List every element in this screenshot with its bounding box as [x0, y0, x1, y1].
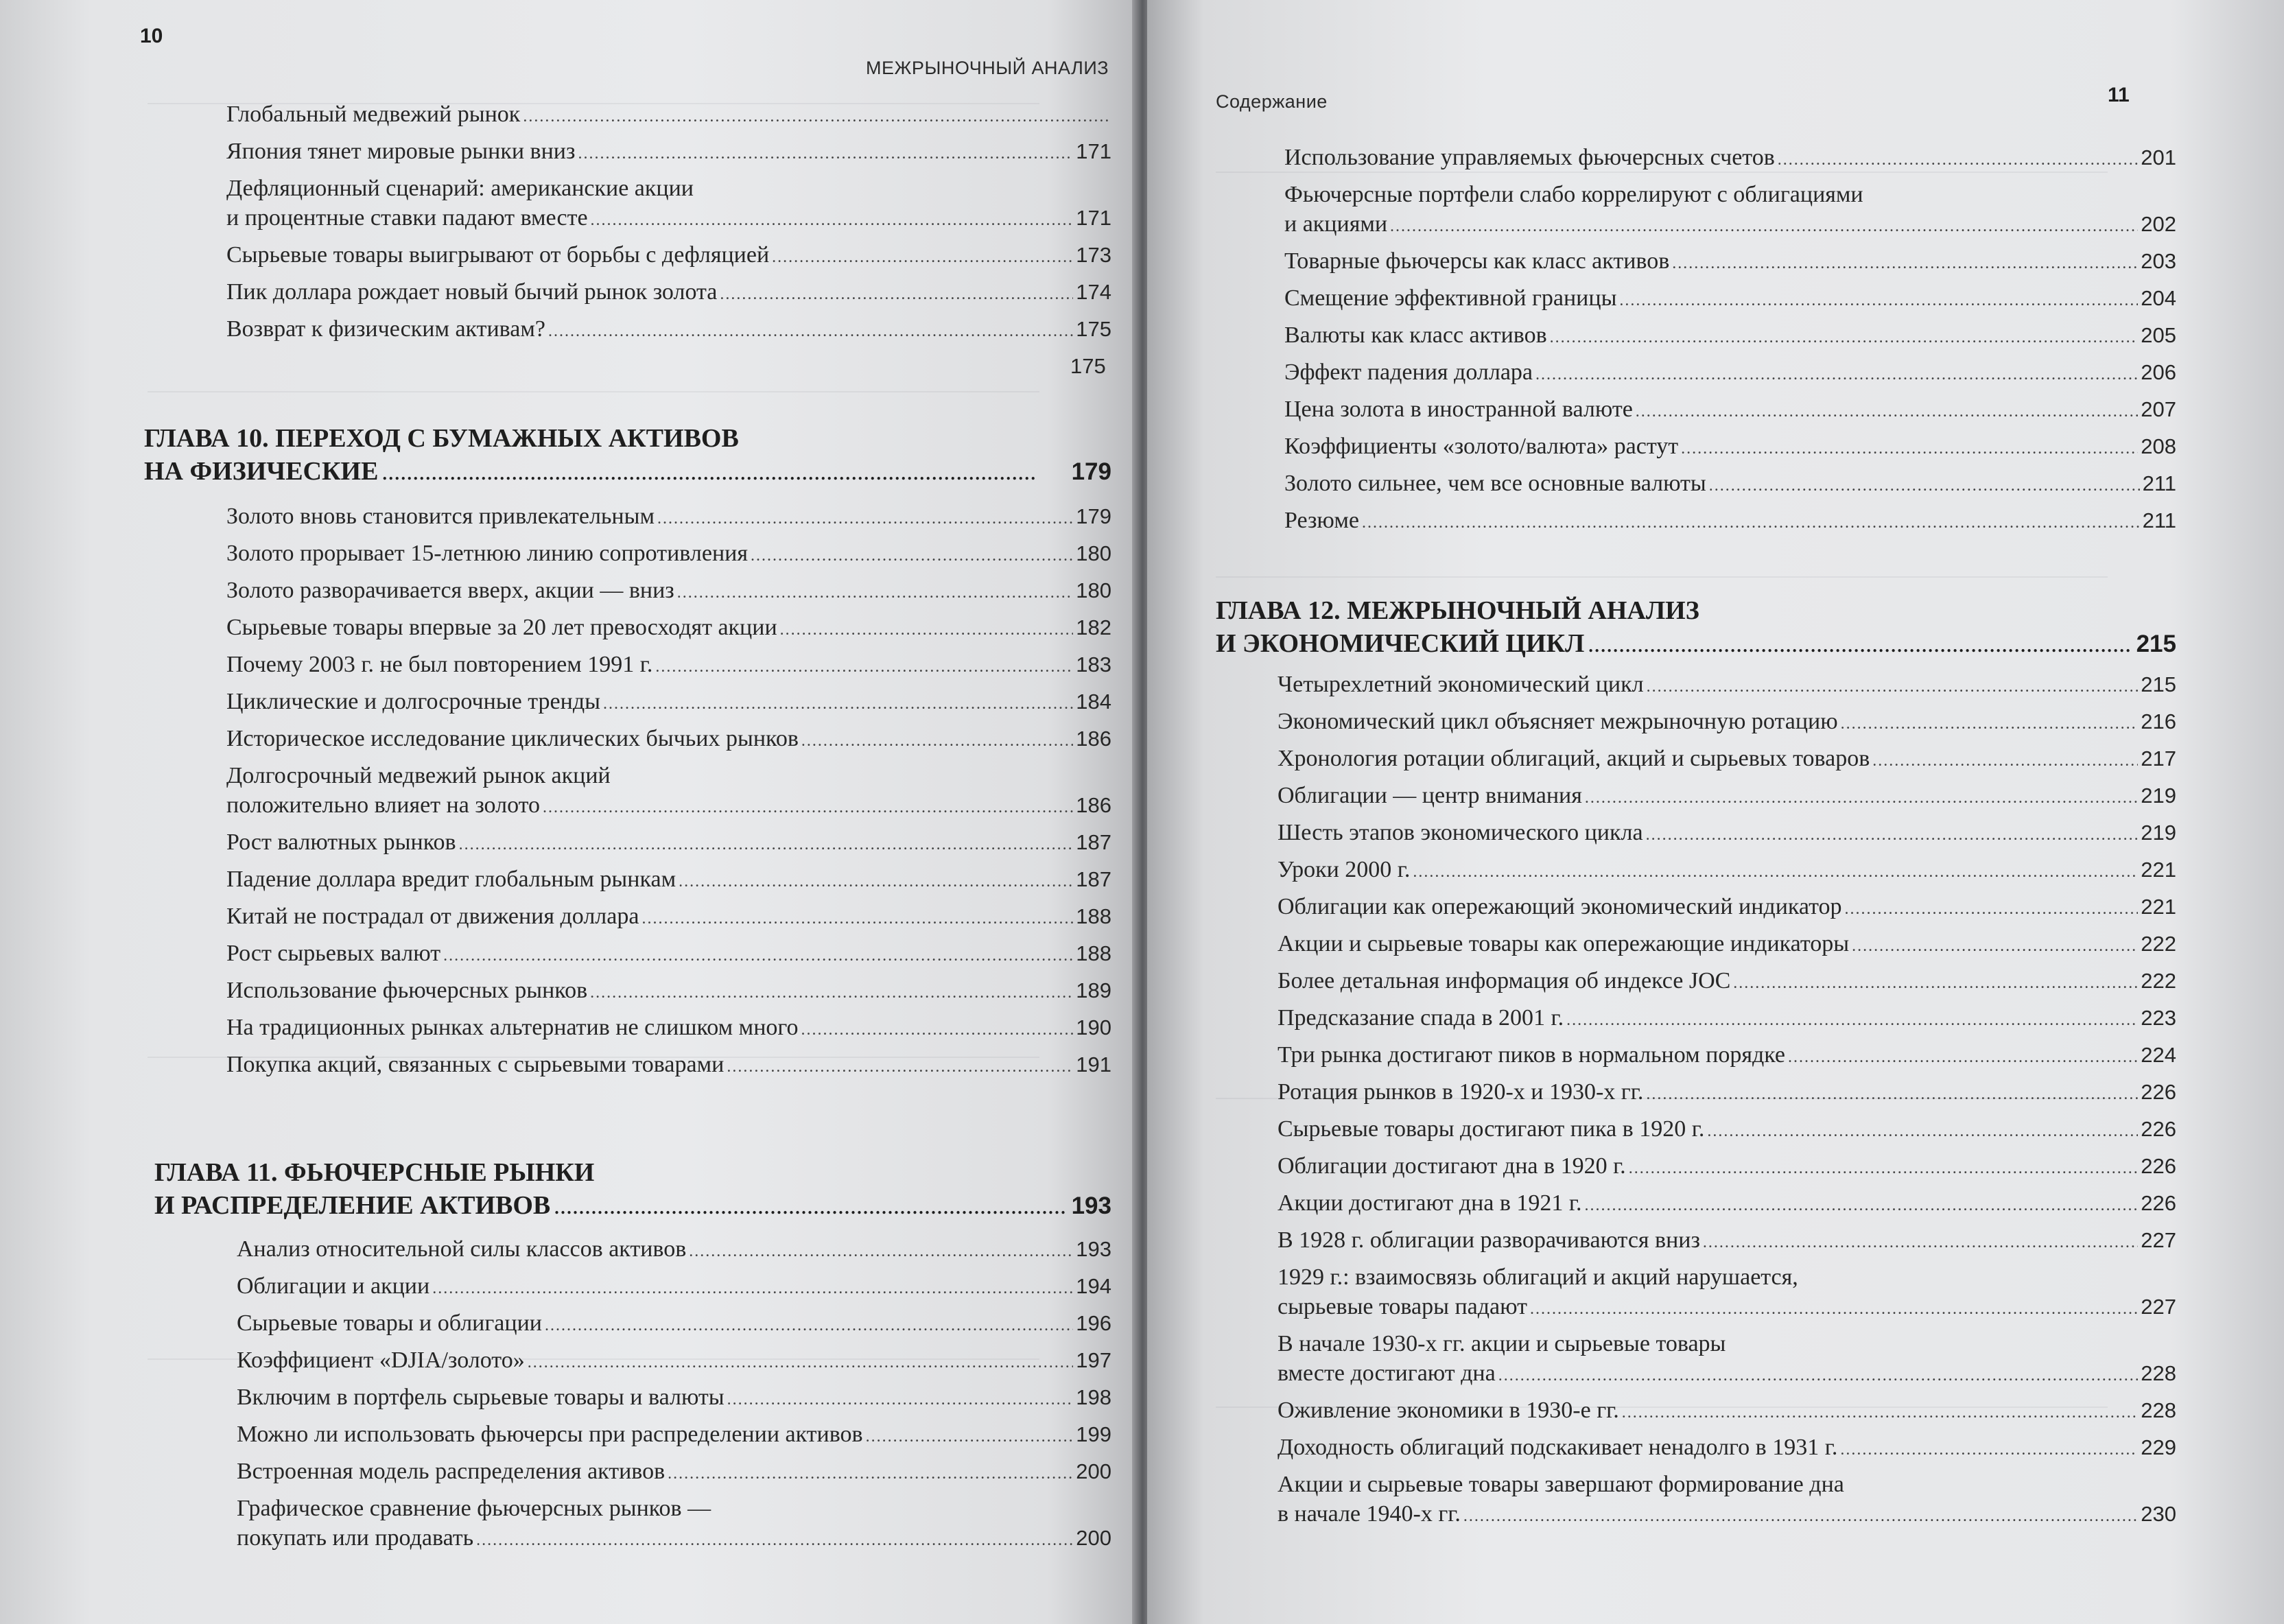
entry-title-line: Коэффициенты «золото/валюта» растут [1284, 434, 1679, 459]
dot-leader [1629, 1151, 2139, 1184]
toc-entry [226, 99, 1111, 132]
toc-entry [1284, 469, 2176, 501]
entry-title-line: сырьевые товары падают [1278, 1294, 1527, 1319]
entry-title-line: Рост валютных рынков [226, 829, 456, 855]
page-ref: 187 [1076, 867, 1111, 891]
entry-title-line: Шесть этапов экономического цикла [1278, 820, 1643, 845]
toc-entry [1278, 1262, 2176, 1324]
dot-leader [578, 137, 1073, 169]
page-ref: 207 [2141, 397, 2176, 421]
entry-title-line: Акции и сырьевые товары завершают формирование дна [1278, 1472, 1844, 1497]
page-ref: 196 [1076, 1311, 1111, 1335]
entry-title-line: 1929 г.: взаимосвязь облигаций и акций нарушается, [1278, 1264, 1798, 1290]
entry-title-line: Анализ относительной силы классов активов [237, 1236, 687, 1262]
dot-leader [1646, 1077, 2138, 1109]
page-ref: 193 [1071, 1192, 1111, 1219]
toc-entry [226, 827, 1111, 860]
dot-leader [1530, 1292, 2138, 1324]
page-ref: 188 [1076, 941, 1111, 965]
chapter-heading [154, 1156, 1111, 1225]
toc-entry [1284, 432, 2176, 464]
toc-entry [226, 939, 1111, 971]
dot-leader [459, 827, 1074, 860]
dot-leader [1619, 283, 2138, 316]
entry-title-line: Более детальная информация об индексе JOC [1278, 968, 1731, 993]
entry-title-line: И ЭКОНОМИЧЕСКИЙ ЦИКЛ [1216, 629, 1585, 658]
toc-entry [226, 314, 1111, 346]
dot-leader [590, 976, 1073, 1008]
page-ref: 175 [1076, 317, 1111, 341]
entry-title-line: Дефляционный сценарий: американские акции [226, 176, 694, 201]
entry-title-line: Циклические и долгосрочные тренды [226, 689, 600, 714]
toc-entry [226, 137, 1111, 169]
dot-leader [689, 1234, 1073, 1267]
dot-leader [1681, 432, 2138, 464]
toc-entry [1278, 966, 2176, 998]
entry-title-line: Встроенная модель распределения активов [237, 1459, 666, 1484]
page-ref: 184 [1076, 690, 1111, 714]
entry-title-line: В 1928 г. облигации разворачиваются вниз [1278, 1227, 1700, 1253]
entry-title-line: Покупка акций, связанных с сырьевыми товарами [226, 1052, 725, 1077]
page-ref: 226 [2141, 1117, 2176, 1141]
dot-leader [1390, 209, 2138, 242]
page-ref: 194 [1076, 1274, 1111, 1298]
page-ref: 221 [2141, 895, 2176, 919]
page-ref: 230 [2141, 1502, 2176, 1526]
toc-entry [237, 1345, 1111, 1378]
toc-entry [237, 1271, 1111, 1304]
running-head: МЕЖРЫНОЧНЫЙ АНАЛИЗ [866, 58, 1109, 78]
dot-leader [1646, 818, 2139, 850]
dot-leader [1413, 855, 2138, 887]
dot-leader [1636, 395, 2138, 427]
toc-entry [1278, 1114, 2176, 1146]
dot-leader [727, 1382, 1074, 1415]
page-ref: 186 [1076, 727, 1111, 751]
page-ref: 186 [1076, 793, 1111, 817]
page-ref: 171 [1076, 139, 1111, 163]
page-ref: 208 [2141, 434, 2176, 458]
toc-entry [1284, 246, 2176, 279]
page-ref: 171 [1076, 206, 1111, 230]
page-ref: 180 [1076, 578, 1111, 602]
dot-leader [1647, 670, 2139, 702]
entry-title-line: Золото разворачивается вверх, акции — вниз [226, 578, 674, 603]
entry-title-line: Резюме [1284, 508, 1359, 533]
toc-entry [237, 1494, 1111, 1555]
page-ref: 198 [1076, 1385, 1111, 1409]
dot-leader [727, 1050, 1073, 1082]
page-ref: 193 [1076, 1237, 1111, 1261]
entry-title-line: Эффект падения доллара [1284, 360, 1533, 385]
entry-title-line: Включим в портфель сырьевые товары и валюты [237, 1385, 725, 1410]
toc-entry [237, 1234, 1111, 1267]
toc-entry [226, 976, 1111, 1008]
toc-entry [1284, 283, 2176, 316]
entry-title-line: Цена золота в иностранной валюте [1284, 397, 1633, 422]
dot-leader [1672, 246, 2138, 279]
toc-entry [226, 902, 1111, 934]
left-page [0, 0, 1139, 1624]
dot-leader [591, 203, 1074, 235]
dot-leader [443, 939, 1073, 971]
dot-leader [668, 1457, 1073, 1489]
entry-title-line: Ротация рынков в 1920-х и 1930-х гг. [1278, 1079, 1644, 1105]
toc-entry [1284, 357, 2176, 390]
toc-entry [1278, 1225, 2176, 1258]
entry-title-line: Почему 2003 г. не был повторением 1991 г. [226, 652, 653, 677]
page-ref: 174 [1076, 280, 1111, 304]
dot-leader [603, 687, 1073, 719]
page-ref: 175 [1070, 354, 1106, 378]
chapter-heading [1216, 594, 2176, 663]
entry-title-line: Предсказание спада в 2001 г. [1278, 1005, 1564, 1031]
toc-entry [226, 277, 1111, 309]
dot-leader [548, 314, 1073, 346]
dot-leader [720, 277, 1073, 309]
dot-leader [1585, 1188, 2139, 1221]
page-ref: 221 [2141, 858, 2176, 882]
entry-title-line: положительно влияет на золото [226, 792, 541, 818]
toc-entry [1284, 395, 2176, 427]
toc-entry [1278, 781, 2176, 813]
toc-entry [1284, 143, 2176, 175]
entry-title-line: Пик доллара рождает новый бычий рынок золота [226, 279, 718, 305]
dot-leader [476, 1523, 1073, 1555]
toc-entry [226, 864, 1111, 897]
dot-leader [1852, 929, 2138, 961]
page-ref: 229 [2141, 1435, 2176, 1459]
entry-title-line: Глобальный медвежий рынок [226, 102, 521, 127]
entry-title-line: Хронология ротации облигаций, акций и сырьевых товаров [1278, 746, 1870, 771]
dot-leader [543, 790, 1073, 823]
dot-leader [1622, 1396, 2139, 1428]
dot-leader [801, 724, 1073, 756]
page-ref: 190 [1076, 1015, 1111, 1039]
page-ref: 206 [2141, 360, 2176, 384]
page-ref: 227 [2141, 1228, 2176, 1252]
entry-title-line: Оживление экономики в 1930-е гг. [1278, 1398, 1619, 1423]
dot-leader [1550, 320, 2139, 353]
entry-title-line: Смещение эффективной границы [1284, 285, 1617, 311]
page-ref: 205 [2141, 323, 2176, 347]
entry-title-line: НА ФИЗИЧЕСКИЕ [144, 457, 379, 486]
toc-entry [1284, 320, 2176, 353]
dot-leader [1703, 1225, 2138, 1258]
entry-title-line: Коэффициент «DJIA/золото» [237, 1348, 525, 1373]
dot-leader [655, 650, 1073, 682]
page-ref: 226 [2141, 1191, 2176, 1215]
entry-title-line: Облигации достигают дна в 1920 г. [1278, 1153, 1626, 1179]
dot-leader [1841, 707, 2139, 739]
running-head: Содержание [1216, 91, 1328, 112]
entry-title-line: На традиционных рынках альтернатив не слишком много [226, 1015, 799, 1040]
page-ref: 215 [2136, 631, 2176, 657]
toc-entry [226, 1013, 1111, 1045]
entry-title-line: и процентные ставки падают вместе [226, 205, 588, 231]
entry-title-line: Япония тянет мировые рынки вниз [226, 139, 576, 164]
page-ref: 201 [2141, 145, 2176, 169]
page-number: 11 [2108, 84, 2130, 106]
page-ref: 211 [2142, 471, 2176, 495]
page-ref: 191 [1076, 1052, 1111, 1076]
toc-entry [1284, 506, 2176, 538]
entry-title-line: ГЛАВА 11. ФЬЮЧЕРСНЫЕ РЫНКИ [154, 1158, 595, 1187]
dot-leader [772, 240, 1073, 272]
dot-leader [1588, 627, 2132, 663]
entry-title-line: Валюты как класс активов [1284, 322, 1547, 348]
toc-entry [1278, 1040, 2176, 1072]
toc-entry [1278, 1433, 2176, 1465]
entry-title-line: ГЛАВА 12. МЕЖРЫНОЧНЫЙ АНАЛИЗ [1216, 596, 1699, 625]
entry-title-line: в начале 1940-х гг. [1278, 1501, 1461, 1527]
toc-entry [226, 761, 1111, 823]
dot-leader [432, 1271, 1073, 1304]
toc-entry [226, 240, 1111, 272]
dot-leader [1585, 781, 2138, 813]
toc-entry [226, 174, 1111, 235]
page-ref: 228 [2141, 1398, 2176, 1422]
toc-entry [1278, 670, 2176, 702]
toc-entry [1278, 707, 2176, 739]
dot-leader [1840, 1433, 2138, 1465]
dot-leader [523, 99, 1109, 132]
entry-title-line: Рост сырьевых валют [226, 941, 441, 966]
toc-entry [237, 1420, 1111, 1452]
page-ref: 200 [1076, 1459, 1111, 1483]
toc-entry [226, 613, 1111, 645]
page-ref: 226 [2141, 1080, 2176, 1104]
dot-leader [1845, 892, 2139, 924]
toc-entry [226, 502, 1111, 534]
entry-title-line: Сырьевые товары и облигации [237, 1310, 542, 1336]
page-ref: 180 [1076, 541, 1111, 565]
entry-title-line: Товарные фьючерсы как класс активов [1284, 248, 1670, 274]
page-ref: 217 [2141, 746, 2176, 770]
entry-title-line: Три рынка достигают пиков в нормальном порядке [1278, 1042, 1786, 1068]
entry-title-line: Сырьевые товары впервые за 20 лет превосходят акции [226, 615, 777, 640]
toc-entry [1278, 892, 2176, 924]
toc-entry [237, 1457, 1111, 1489]
dot-leader [751, 539, 1073, 571]
page-ref: 219 [2141, 784, 2176, 808]
dot-leader [1733, 966, 2138, 998]
page-number: 10 [140, 25, 163, 47]
toc-entry [1278, 1188, 2176, 1221]
page-ref: 200 [1076, 1526, 1111, 1550]
toc-entry [226, 539, 1111, 571]
dot-leader [677, 576, 1074, 608]
page-ref: 199 [1076, 1422, 1111, 1446]
toc-entry [226, 650, 1111, 682]
dot-leader [1566, 1003, 2138, 1035]
dot-leader [657, 502, 1073, 534]
toc-entry [1278, 1151, 2176, 1184]
entry-title-line: ГЛАВА 10. ПЕРЕХОД С БУМАЖНЫХ АКТИВОВ [144, 424, 739, 453]
entry-title-line: В начале 1930-х гг. акции и сырьевые товары [1278, 1331, 1726, 1356]
page-ref: 197 [1076, 1348, 1111, 1372]
right-page [1147, 0, 2284, 1624]
dot-leader [1707, 1114, 2138, 1146]
page-ref: 223 [2141, 1006, 2176, 1030]
dot-leader [866, 1420, 1074, 1452]
entry-title-line: вместе достигают дна [1278, 1361, 1496, 1386]
entry-title-line: Падение доллара вредит глобальным рынкам [226, 867, 676, 892]
page-ref: 203 [2141, 249, 2176, 273]
page-ref: 222 [2141, 969, 2176, 993]
entry-title-line: Уроки 2000 г. [1278, 857, 1411, 882]
page-ref: 215 [2141, 672, 2176, 696]
entry-title-line: Золото сильнее, чем все основные валюты [1284, 471, 1706, 496]
entry-title-line: Сырьевые товары выигрывают от борьбы с дефляцией [226, 242, 770, 268]
toc-entry [1278, 744, 2176, 776]
entry-title-line: покупать или продавать [237, 1525, 474, 1551]
dot-leader [554, 1189, 1067, 1225]
entry-title-line: Использование фьючерсных рынков [226, 978, 588, 1003]
page-ref: 188 [1076, 904, 1111, 928]
dot-leader [801, 1013, 1073, 1045]
dot-leader [1362, 506, 2140, 538]
entry-title-line: Четырехлетний экономический цикл [1278, 672, 1644, 697]
entry-title-line: Долгосрочный медвежий рынок акций [226, 763, 611, 788]
toc-entry [1278, 818, 2176, 850]
dot-leader [1535, 357, 2138, 390]
page-ref: 224 [2141, 1043, 2176, 1067]
toc-entry [237, 1308, 1111, 1341]
page-ref: 204 [2141, 286, 2176, 310]
dot-leader [545, 1308, 1073, 1341]
page-ref: 189 [1076, 978, 1111, 1002]
dot-leader [1788, 1040, 2138, 1072]
dot-leader [1872, 744, 2138, 776]
toc-entry [1278, 1003, 2176, 1035]
entry-title-line: Использование управляемых фьючерсных счетов [1284, 145, 1775, 170]
entry-title-line: Фьючерсные портфели слабо коррелируют с облигациями [1284, 182, 1863, 207]
entry-title-line: Возврат к физическим активам? [226, 316, 545, 342]
entry-title-line: Сырьевые товары достигают пика в 1920 г. [1278, 1116, 1705, 1142]
dot-leader [1709, 469, 2140, 501]
dot-leader [641, 902, 1073, 934]
entry-title-line: Облигации — центр внимания [1278, 783, 1582, 808]
entry-title-line: Графическое сравнение фьючерсных рынков — [237, 1496, 711, 1521]
toc-entry [1278, 1396, 2176, 1428]
entry-title-line: Доходность облигаций подскакивает ненадолго в 1931 г. [1278, 1435, 1838, 1460]
page-ref: 226 [2141, 1154, 2176, 1178]
dot-leader [780, 613, 1074, 645]
dot-leader [1778, 143, 2139, 175]
toc-entry [1278, 1329, 2176, 1391]
entry-title-line: Экономический цикл объясняет межрыночную ротацию [1278, 709, 1838, 734]
page-ref: 179 [1076, 504, 1111, 528]
toc-entry [1278, 929, 2176, 961]
page-ref: 179 [1071, 458, 1111, 485]
dot-leader [679, 864, 1073, 897]
chapter-heading [144, 422, 1111, 491]
entry-title-line: Золото вновь становится привлекательным [226, 504, 655, 529]
page-ref: 187 [1076, 830, 1111, 854]
dot-leader [1498, 1358, 2139, 1391]
page-ref: 211 [2142, 508, 2176, 532]
dot-leader [1463, 1499, 2138, 1531]
toc-entry [237, 1382, 1111, 1415]
page-ref: 219 [2141, 821, 2176, 845]
page-ref: 216 [2141, 709, 2176, 733]
entry-title-line: Китай не пострадал от движения доллара [226, 904, 639, 929]
toc-entry [1278, 855, 2176, 887]
page-ref: 182 [1076, 615, 1111, 639]
page-ref: 183 [1076, 652, 1111, 676]
page-ref: 228 [2141, 1361, 2176, 1385]
toc-entry [1284, 180, 2176, 242]
entry-title-line: И РАСПРЕДЕЛЕНИЕ АКТИВОВ [154, 1191, 551, 1220]
entry-title-line: Акции достигают дна в 1921 г. [1278, 1190, 1582, 1216]
toc-entry [1278, 1470, 2176, 1531]
dot-leader [382, 455, 1067, 491]
entry-title-line: Облигации и акции [237, 1273, 430, 1299]
page-ref: 202 [2141, 212, 2176, 236]
entry-title-line: Акции и сырьевые товары как опережающие индикаторы [1278, 931, 1850, 956]
toc-entry [226, 724, 1111, 756]
page-ref: 173 [1076, 243, 1111, 267]
entry-title-line: и акциями [1284, 211, 1388, 237]
entry-title-line: Золото прорывает 15-летнюю линию сопротивления [226, 541, 748, 566]
entry-title-line: Облигации как опережающий экономический индикатор [1278, 894, 1842, 919]
toc-entry [1278, 1077, 2176, 1109]
page-ref: 222 [2141, 932, 2176, 956]
dot-leader [528, 1345, 1074, 1378]
toc-entry [226, 1050, 1111, 1082]
entry-title-line: Историческое исследование циклических бычьих рынков [226, 726, 799, 751]
toc-entry [226, 576, 1111, 608]
entry-title-line: Можно ли использовать фьючерсы при распределении активов [237, 1422, 863, 1447]
page-ref: 227 [2141, 1295, 2176, 1319]
toc-entry [226, 687, 1111, 719]
